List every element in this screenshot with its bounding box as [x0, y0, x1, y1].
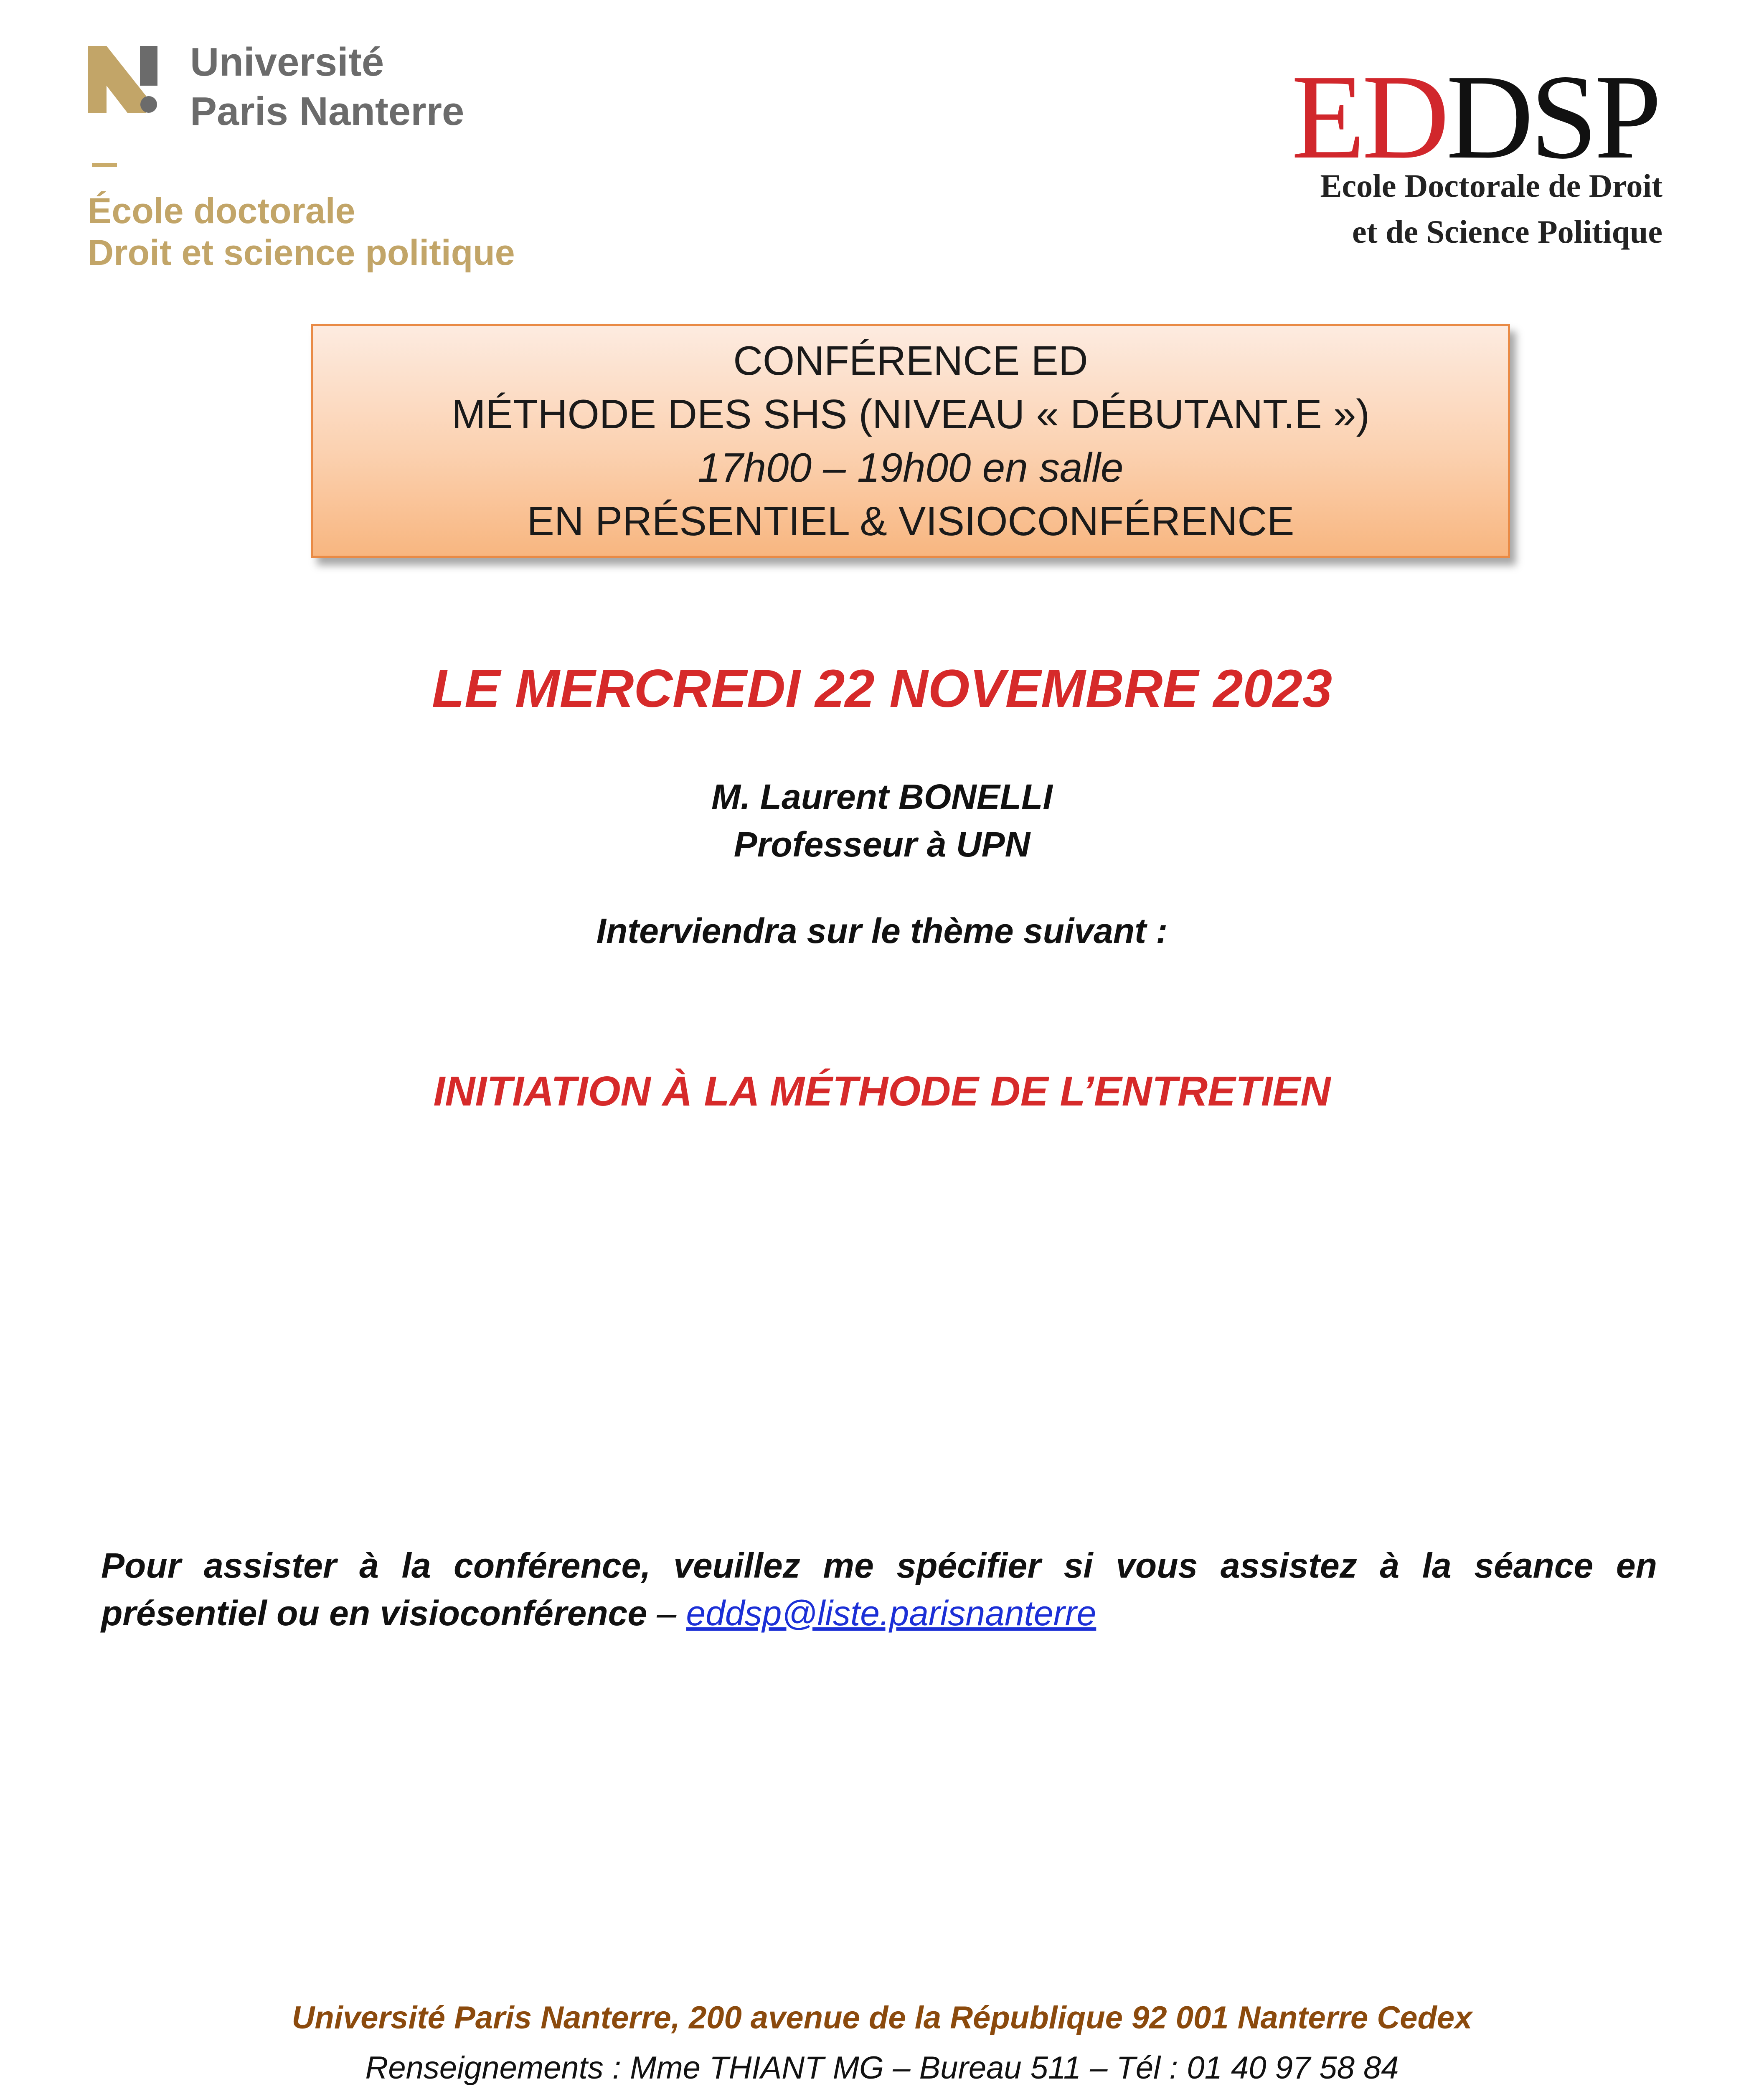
- notice-separator: –: [647, 1593, 686, 1633]
- eddsp-letter-s: S: [1530, 50, 1594, 184]
- speaker-name: M. Laurent BONELLI: [711, 777, 1053, 816]
- eddsp-logo: [1253, 50, 1671, 255]
- notice-line1: [101, 1542, 1657, 1589]
- notice-word: la: [1422, 1546, 1452, 1585]
- notice-word: conférence,: [454, 1546, 651, 1585]
- eddsp-letter-e: E: [1291, 50, 1362, 184]
- notice-line2: [101, 1589, 1657, 1637]
- eddsp-letter-d2: D: [1446, 50, 1530, 184]
- upn-logo: [88, 38, 589, 280]
- footer: [0, 1993, 1764, 2089]
- notice-word: assistez: [1220, 1546, 1357, 1585]
- eddsp-letter-d1: D: [1362, 50, 1446, 184]
- notice-word: assister: [203, 1546, 337, 1585]
- notice-word: séance: [1474, 1546, 1594, 1585]
- title-line-time: 17h00 – 19h00 en salle: [698, 445, 1124, 490]
- eddsp-letter-p: P: [1594, 50, 1658, 184]
- notice-word: la: [401, 1546, 431, 1585]
- upn-mark-icon: [88, 42, 159, 113]
- upn-name-line1: Université: [190, 40, 384, 84]
- upn-name: [190, 38, 464, 136]
- eddsp-subtitle: [1320, 163, 1662, 255]
- notice-line2-text: présentiel ou en visioconférence: [101, 1593, 647, 1633]
- title-line-conference: CONFÉRENCE ED: [733, 338, 1088, 384]
- notice-word: en: [1616, 1546, 1657, 1585]
- conference-title-box: [311, 324, 1510, 558]
- upn-divider: [92, 163, 117, 167]
- notice-word: à: [359, 1546, 379, 1585]
- ed-name-line2: Droit et science politique: [88, 233, 515, 273]
- footer-address: Université Paris Nanterre, 200 avenue de la République 92 001 Nanterre Cedex: [292, 2000, 1472, 2036]
- notice-word: me: [823, 1546, 874, 1585]
- notice-word: si: [1063, 1546, 1093, 1585]
- speaker-block: [0, 773, 1764, 868]
- theme-intro: Interviendra sur le thème suivant :: [596, 911, 1168, 950]
- notice-word: vous: [1116, 1546, 1198, 1585]
- notice-word: à: [1380, 1546, 1400, 1585]
- title-line-format: EN PRÉSENTIEL & VISIOCONFÉRENCE: [527, 498, 1294, 544]
- notice-word: spécifier: [896, 1546, 1041, 1585]
- eddsp-wordmark: [1291, 50, 1658, 184]
- notice-word: Pour: [101, 1546, 181, 1585]
- event-date: LE MERCREDI 22 NOVEMBRE 2023: [431, 659, 1333, 719]
- upn-name-line2: Paris Nanterre: [190, 89, 464, 134]
- eddsp-sub-line1: Ecole Doctorale de Droit: [1320, 168, 1662, 204]
- footer-contact: Renseignements : Mme THIANT MG – Bureau 511 – Tél : 01 40 97 58 84: [365, 2050, 1399, 2086]
- title-line-method: MÉTHODE DES SHS (NIVEAU « DÉBUTANT.E »): [451, 391, 1370, 437]
- attendance-notice: [101, 1542, 1657, 1637]
- eddsp-sub-line2: et de Science Politique: [1352, 213, 1662, 250]
- notice-email-link[interactable]: eddsp@liste.parisnanterre: [686, 1593, 1096, 1633]
- conference-theme: INITIATION À LA MÉTHODE DE L’ENTRETIEN: [433, 1068, 1331, 1115]
- notice-word: veuillez: [673, 1546, 800, 1585]
- ecole-doctorale-name: [88, 190, 515, 274]
- speaker-title: Professeur à UPN: [734, 825, 1030, 864]
- ed-name-line1: École doctorale: [88, 191, 355, 231]
